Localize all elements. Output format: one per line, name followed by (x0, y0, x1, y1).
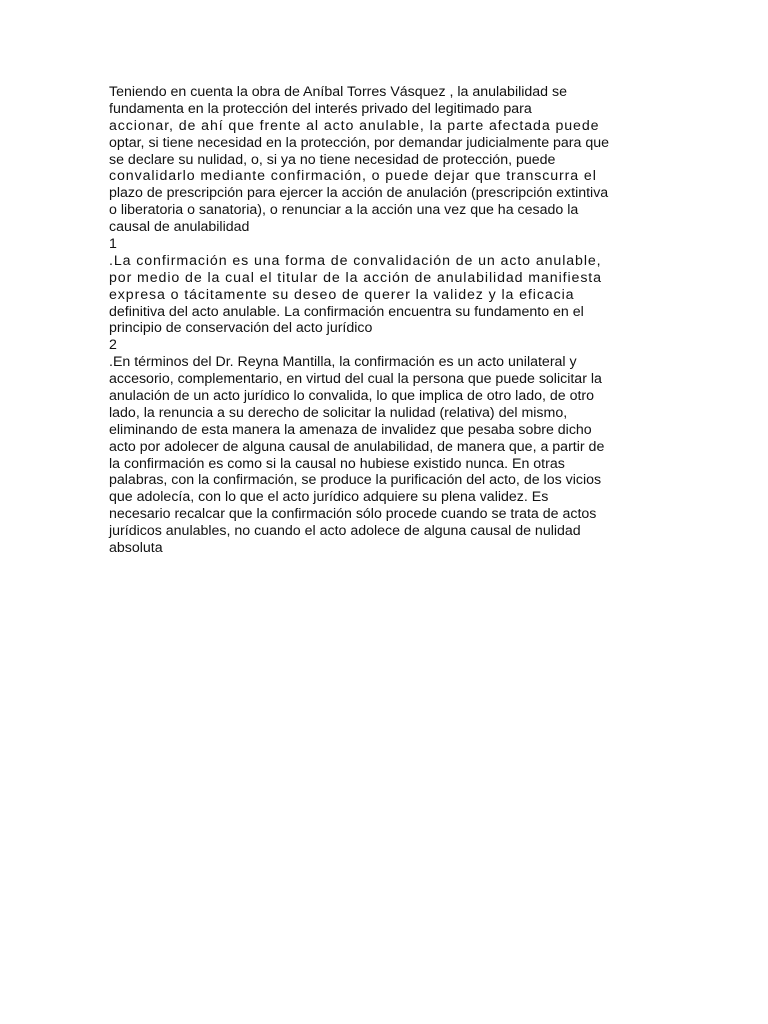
footnote-marker: 2 (109, 337, 117, 354)
text-line: convalidarlo mediante confirmación, o puede dejar que transcurra el (109, 168, 597, 185)
text-line: absoluta (109, 540, 163, 557)
text-line: .La confirmación es una forma de convalidación de un acto anulable, (109, 252, 602, 269)
text-line: plazo de prescripción para ejercer la acción de anulación (prescripción extintiva (109, 185, 609, 202)
text-line: anulación de un acto jurídico lo convalida, lo que implica de otro lado, de otro (109, 388, 595, 405)
text-line: fundamenta en la protección del interés privado del legitimado para (109, 100, 532, 117)
text-line: expresa o tácitamente su deseo de querer la validez y la eficacia (109, 286, 575, 303)
text-line: o liberatoria o sanatoria), o renunciar a la acción una vez que ha cesado la (109, 202, 579, 219)
document-text (109, 84, 644, 557)
text-line: causal de anulabilidad (109, 219, 250, 236)
text-line: eliminando de esta manera la amenaza de invalidez que pesaba sobre dicho (109, 421, 592, 438)
text-line: que adolecía, con lo que el acto jurídico adquiere su plena validez. Es (109, 489, 549, 506)
footnote-marker: 1 (109, 236, 117, 253)
text-line: se declare su nulidad, o, si ya no tiene necesidad de protección, puede (109, 151, 556, 168)
text-line: la confirmación es como si la causal no hubiese existido nunca. En otras (109, 455, 565, 472)
text-line: principio de conservación del acto jurídico (109, 320, 373, 337)
text-line: necesario recalcar que la confirmación sólo procede cuando se trata de actos (109, 506, 597, 523)
text-line: accesorio, complementario, en virtud del cual la persona que puede solicitar la (109, 371, 602, 388)
text-line: por medio de la cual el titular de la acción de anulabilidad manifiesta (109, 269, 602, 286)
text-line: optar, si tiene necesidad en la protección, por demandar judicialmente para que (109, 134, 610, 151)
text-line: Teniendo en cuenta la obra de Aníbal Torres Vásquez , la anulabilidad se (109, 84, 568, 100)
text-line: .En términos del Dr. Reyna Mantilla, la confirmación es un acto unilateral y (109, 354, 577, 371)
text-line: lado, la renuncia a su derecho de solicitar la nulidad (relativa) del mismo, (109, 404, 568, 421)
text-line: palabras, con la confirmación, se produce la purificación del acto, de los vicios (109, 472, 602, 489)
text-line: acto por adolecer de alguna causal de anulabilidad, de manera que, a partir de (109, 438, 605, 455)
text-line: accionar, de ahí que frente al acto anulable, la parte afectada puede (109, 117, 600, 134)
text-line: jurídicos anulables, no cuando el acto adolece de alguna causal de nulidad (109, 523, 581, 540)
text-line: definitiva del acto anulable. La confirmación encuentra su fundamento en el (109, 303, 584, 320)
